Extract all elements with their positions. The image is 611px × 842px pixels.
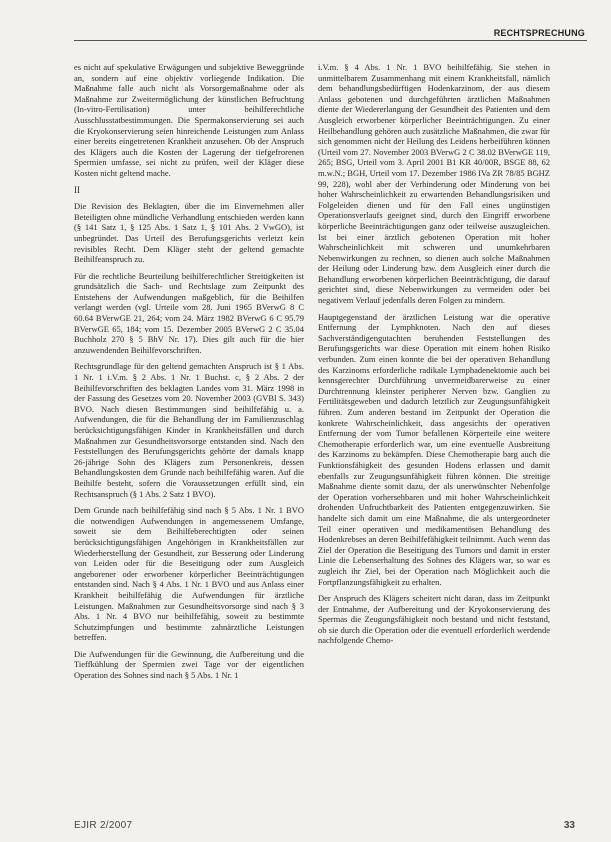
paragraph: Die Revision des Beklagten, über die im Einvernehmen aller Beteiligten ohne mündliche Verhandlung entschieden werden kann (§ 141 Satz 1, § 125 Abs. 1 Satz 1, § 101 Abs. 2 VwGO), ist unbegründet. Das Urteil des Berufungsgerichts verletzt kein revisibles Recht. Dem Kläger steht der geltend gemachte Beihilfeanspruch zu. — [74, 201, 304, 265]
right-column — [318, 62, 550, 652]
paragraph: i.V.m. § 4 Abs. 1 Nr. 1 BVO beihilfefähig. Sie stehen in unmittelbarem Zusammenhang mit einem Krankheitsfall, nämlich dem behandlungsbedürftigen Hodenkarzinom, der aus diesem Anlass gebotenen und durchgeführten ärztlichen Maßnahmen diente der Wiedererlangung der Gesundheit des Patienten und dem Ausgleich erworbener körperlicher Beeinträchtigungen. Zu einer Heilbehandlung gehören auch zusätzliche Maßnahmen, die zwar für sich genommen nicht der Heilung des Leidens herbeiführen können (Urteil vom 27. November 2003 BVerwG 2 C 38.02 BVerwGE 119, 265; BSG, Urteil vom 3. April 2001 B1 KR 40/00R, BSGE 88, 62 m.w.N.; BGH, Urteil vom 17. Dezember 1986 IVa ZR 78/85 BGHZ 99, 228), wohl aber der Verhinderung oder Minderung von bei hoher Wahrscheinlichkeit zu erwartenden Behandlungsrisiken und Folgeleiden dienen und für den Fall eines ungünstigen Operationsverlaufs geeignet sind, durch den Eingriff erworbene körperliche Beeinträchtigungen ganz oder teilweise auszugleichen. Ist bei einer ärztlich gebotenen Operation mit hoher Wahrscheinlichkeit mit schweren und unumkehrbaren Nebenwirkungen zu rechnen, so dienen auch solche Maßnahmen der Heilung oder Linderung bzw. dem Ausgleich einer durch die Behandlung erworbenen körperlichen Beeinträchtigung, die darauf gerichtet sind, diese Nebenwirkungen zu vermeiden oder bei negativem Verlauf jedenfalls deren Folgen zu mindern. — [318, 62, 550, 306]
paragraph: Der Anspruch des Klägers scheitert nicht daran, dass im Zeitpunkt der Entnahme, der Aufbereitung und der Kryokonservierung des Spermas die Zeugungsfähigkeit noch bestand und nicht feststand, ob sie durch die Operation oder die eventuell erforderlich werdende nachfolgende Chemo- — [318, 593, 550, 646]
journal-footer: EJIR 2/2007 — [74, 820, 133, 831]
paragraph: es nicht auf spekulative Erwägungen und subjektive Beweggründe an, sondern auf eine objektiv vorliegende Indikation. Die Maßnahme falle auch nicht als Vorsorgemaßnahme oder als Maßnahme zur Zweitermöglichung der künstlichen Befruchtung (In-vitro-Fertilisation) unter beihilferechtliche Ausschlusstatbestimmungen. Die Spermakonservierung sei auch die Kryokonservierung seien hinreichende Leistungen zum Anlass einer bereits eingetretenen Krankheit anzusehen. Ob der Anspruch des Klägers auch die Kosten der Lagerung der tiefgefrorenen Spermien umfasse, sei nicht zu prüfen, weil der Kläger diese Kosten nicht geltend mache. — [74, 62, 304, 178]
left-column — [74, 62, 304, 687]
paragraph: Die Aufwendungen für die Gewinnung, die Aufbereitung und die Tieffkühlung der Spermien zwei Tage vor der eigentlichen Operation des Sohnes sind nach § 5 Abs. 1 Nr. 1 — [74, 648, 304, 681]
header-rule — [74, 40, 587, 41]
paragraph: Hauptgegenstand der ärztlichen Leistung war die operative Entfernung der Lymphknoten. Nach den auf dieses Sachverständigengutachten beruhenden Feststellungen des Berufungsgerichts war diese Operation mit einem hohen Risiko verbunden. Zum einen konnte die bei der operativen Behandlung des Karzinoms erforderliche radikale Lymphadenektomie auch bei kennsgerechter Durchführung unvermeidbarerweise zu einer Durchtrennung kleinster peripherer Nerven bzw. Ganglien zu Fertilitätsgeweben und dadurch letztlich zur Zeugungsunfähigkeit führen. Zum anderen bestand im Zeitpunkt der Operation die konkrete Wahrscheinlichkeit, dass angesichts der operativen Entfernung der vom Tumor befallenen Körperteile eine weitere Chemotherapie erforderlich war, um eine eventuelle Ausbreitung des Karzinoms zu bekämpfen. Diese Chemotherapie barg auch die Funktionsfähigkeit des gesunden Hodens erlassen und damit ebenfalls zur Zeugungsunfähigkeit führen können. Die streitige Maßnahme diente somit dazu, der als unerwünschter Nebenfolge der Operation vorhersehbaren und mit hoher Wahrscheinlichkeit drohenden Unfruchtbarkeit des Patienten entgegenzuwirken. Sie handelte sich damit um eine Maßnahme, die als untergeordneter Teil einer operativen und medikamentösen Behandlung des Hodenkrebses an deren Beihilfefähigkeit teilnimmt. Auch wenn das Ziel der Operation die Beseitigung des Tumors und damit in erster Linie die Lebenserhaltung des Sohnes des Klägers war, so war es zugleich ihr Ziel, bei der Operation nach Möglichkeit auch die Fortpflanzungsfähigkeit zu erhalten. — [318, 311, 550, 587]
page-number: 33 — [563, 820, 575, 831]
paragraph: Dem Grunde nach beihilfefähig sind nach § 5 Abs. 1 Nr. 1 BVO die notwendigen Aufwendungen in angemessenem Umfange, soweit sie dem Beihilfeberechtigten oder seinen berücksichtigungsfähigen Angehörigen in Krankheitsfällen zur Wiederherstellung der Gesundheit, zur Besserung oder Linderung von Leiden oder für die Beseitigung oder zum Ausgleich angeborener oder erworbener körperlicher Beeinträchtigungen entstanden sind. Nach § 4 Abs. 1 Nr. 1 BVO und aus Anlass einer Krankheit beihilfefähig die Aufwendungen für ärztliche Leistungen. Maßnahmen zur Gesundheitsvorsorge sind nach § 3 Abs. 1 Nr. 4 BVO nur beihilfefähig, soweit zu bestimmte Schutzimpfungen und bestimmte zahnärztliche Leistungen betreffen. — [74, 505, 304, 643]
paragraph: Für die rechtliche Beurteilung beihilferechtlicher Streitigkeiten ist grundsätzlich die Sach- und Rechtslage zum Zeitpunkt des Entstehens der Aufwendungen maßgeblich, für die Beihilfen verlangt werden (vgl. Urteile vom 28. Juni 1965 BVerwG 8 C 60.64 BVerwGE 21, 264; vom 24. März 1982 BVerwG 6 C 95.79 BVerwGE 65, 184; vom 15. Dezember 2005 BVerwG 2 C 35.04 Buchholz 270 § 5 BhV Nr. 17). Dies gilt auch für die hier anzuwendenden Beihilfevorschriften. — [74, 270, 304, 355]
section-numeral: II — [74, 184, 80, 195]
paragraph: Rechtsgrundlage für den geltend gemachten Anspruch ist § 1 Abs. 1 Nr. 1 i.V.m. § 2 Abs. 1 Nr. 1 Buchst. c, § 2 Abs. 2 der Beihilfevorschriften des beklagten Landes vom 31. März 1998 in der Fassung des Gesetzes vom 20. November 2003 (GVBl S. 343) BVO. Nach diesen Bestimmungen sind beihilfefähig u. a. Aufwendungen, die für die Behandlung der im Familienzuschlag berücksichtigungsfähigen Kinder in Krankheitsfällen und durch Maßnahmen zur Gesundheitsvorsorge entstanden sind. Nach den Feststellungen des Berufungsgerichts gehörte der damals knapp 26-jährige Sohn des Klägers zum Personenkreis, dessen Behandlungskosten dem Grunde nach beihilfefähig waren. Auf die Beihilfe besteht, sofern die Voraussetzungen erfüllt sind, ein Rechtsanspruch (§ 1 Abs. 2 Satz 1 BVO). — [74, 361, 304, 499]
section-label: RECHTSPRECHUNG — [493, 28, 585, 38]
